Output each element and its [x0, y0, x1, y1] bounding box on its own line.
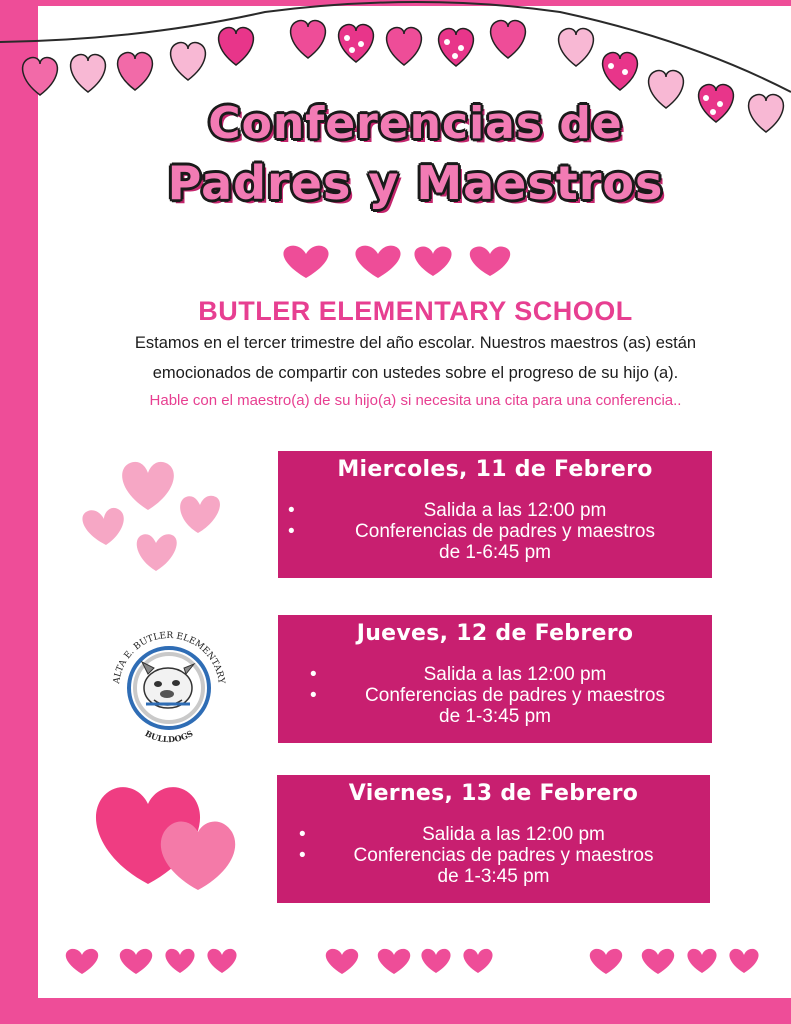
heart-icon	[82, 508, 123, 545]
heart-icon	[120, 949, 152, 974]
heart-icon	[470, 247, 510, 276]
list-item: • Salida a las 12:00 pm	[288, 500, 607, 521]
day-title: Jueves, 12 de Febrero	[356, 621, 634, 646]
heart-icon	[378, 949, 410, 974]
pink-hearts-cluster	[78, 455, 228, 575]
list-item: • Salida a las 12:00 pm	[299, 824, 605, 845]
svg-text:BULLDOGS	[143, 728, 194, 744]
school-logo	[106, 622, 232, 748]
bullet-icon: •	[299, 824, 306, 845]
left-frame-border	[0, 0, 38, 1024]
day-title: Miercoles, 11 de Febrero	[337, 457, 653, 482]
intro-line-1: Estamos en el tercer trimestre del año escolar. Nuestros maestros (as) están	[134, 334, 697, 352]
list-item-continuation: de 1-3:45 pm	[437, 866, 550, 887]
heart-icon	[463, 949, 492, 973]
day-title: Viernes, 13 de Febrero	[348, 781, 639, 806]
heart-icon	[687, 949, 716, 973]
logo-bottom-text: BULLDOGS	[143, 728, 195, 745]
bullet-icon: •	[310, 664, 317, 685]
heart-icon	[590, 949, 622, 974]
day-details-list	[278, 500, 712, 563]
heart-icon	[137, 534, 177, 571]
list-item-continuation: de 1-6:45 pm	[439, 542, 551, 563]
heart-icon	[642, 949, 674, 974]
page-title-line-2: Padres y Maestros	[167, 156, 664, 210]
list-item: • Conferencias de padres y maestros	[310, 685, 665, 706]
heart-icon	[180, 496, 220, 533]
bullet-icon: •	[299, 845, 306, 866]
heart-icon	[414, 247, 451, 276]
day-details-list	[277, 824, 710, 887]
bulldog-icon	[142, 662, 194, 708]
bottom-hearts-row	[62, 948, 762, 976]
heart-icon	[729, 949, 758, 973]
day-card-thursday	[278, 615, 712, 743]
day-details-list	[278, 664, 712, 727]
heart-icon	[421, 949, 450, 973]
school-name: BUTLER ELEMENTARY SCHOOL	[198, 296, 633, 326]
intro-line-2: emocionados de compartir con ustedes sobre el progreso de su hijo (a).	[152, 364, 679, 382]
logo-top-text: ALTA E. BUTLER ELEMENTARY	[112, 630, 226, 685]
list-item: • Conferencias de padres y maestros	[299, 845, 654, 866]
heart-icon	[66, 949, 98, 974]
day-card-wednesday	[278, 451, 712, 578]
heart-icon	[326, 949, 358, 974]
bottom-frame-border	[0, 998, 791, 1024]
bullet-icon: •	[288, 521, 295, 542]
bullet-icon: •	[310, 685, 317, 706]
heart-divider-row	[278, 244, 518, 280]
page-title-line-1: Conferencias de	[208, 98, 623, 149]
intro-note: Hable con el maestro(a) de su hijo(a) si necesita una cita para una conferencia..	[149, 392, 682, 409]
list-item-continuation: de 1-3:45 pm	[439, 706, 551, 727]
bullet-icon: •	[288, 500, 295, 521]
heart-icon	[207, 949, 236, 973]
day-card-friday	[277, 775, 710, 903]
list-item: • Conferencias de padres y maestros	[288, 521, 655, 542]
heart-icon	[355, 246, 400, 278]
heart-icon	[122, 462, 174, 510]
heart-icon	[161, 821, 235, 890]
list-item: • Salida a las 12:00 pm	[310, 664, 607, 685]
heart-icon	[165, 949, 194, 973]
heart-icon	[283, 246, 328, 278]
big-hearts-pair	[88, 780, 240, 895]
